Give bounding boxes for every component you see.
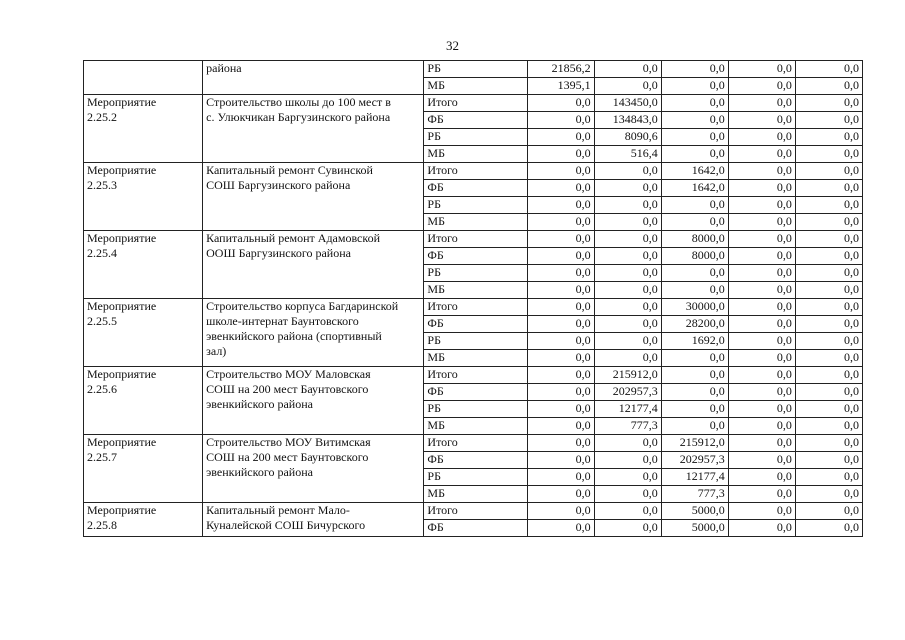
amount-cell: 5000,0 bbox=[661, 520, 728, 537]
amount-cell: 0,0 bbox=[661, 197, 728, 214]
measure-description-cell bbox=[203, 299, 424, 367]
amount-cell: 0,0 bbox=[594, 282, 661, 299]
amount-cell: 0,0 bbox=[594, 520, 661, 537]
funding-source-cell: МБ bbox=[424, 282, 527, 299]
measure-description: Строительство МОУ Маловская СОШ на 200 мест Баунтовского эвенкийского района bbox=[206, 367, 371, 411]
amount-cell: 0,0 bbox=[594, 333, 661, 350]
amount-cell: 0,0 bbox=[728, 333, 795, 350]
amount-cell: 0,0 bbox=[795, 486, 862, 503]
amount-cell: 0,0 bbox=[527, 503, 594, 520]
table-row bbox=[84, 163, 863, 180]
amount-cell: 0,0 bbox=[527, 520, 594, 537]
amount-cell: 0,0 bbox=[728, 146, 795, 163]
amount-cell: 1642,0 bbox=[661, 180, 728, 197]
amount-cell: 0,0 bbox=[795, 452, 862, 469]
amount-cell: 0,0 bbox=[728, 384, 795, 401]
funding-source-cell: Итого bbox=[424, 95, 527, 112]
measure-description-cell bbox=[203, 231, 424, 299]
amount-cell: 0,0 bbox=[728, 503, 795, 520]
amount-cell: 0,0 bbox=[594, 61, 661, 78]
funding-source-cell: МБ bbox=[424, 350, 527, 367]
amount-cell: 0,0 bbox=[728, 299, 795, 316]
amount-cell: 0,0 bbox=[795, 401, 862, 418]
amount-cell: 0,0 bbox=[795, 316, 862, 333]
amount-cell: 28200,0 bbox=[661, 316, 728, 333]
amount-cell: 0,0 bbox=[795, 418, 862, 435]
measure-name-cell bbox=[84, 299, 203, 367]
amount-cell: 0,0 bbox=[527, 146, 594, 163]
amount-cell: 0,0 bbox=[795, 146, 862, 163]
funding-source-cell: Итого bbox=[424, 435, 527, 452]
amount-cell: 0,0 bbox=[728, 282, 795, 299]
amount-cell: 5000,0 bbox=[661, 503, 728, 520]
amount-cell: 0,0 bbox=[661, 146, 728, 163]
measure-description-cell bbox=[203, 61, 424, 95]
amount-cell: 0,0 bbox=[728, 129, 795, 146]
amount-cell: 777,3 bbox=[594, 418, 661, 435]
measure-description: Капитальный ремонт Адамовской ООШ Баргузинского района bbox=[206, 231, 381, 260]
table-row bbox=[84, 231, 863, 248]
measure-name: Мероприятие 2.25.8 bbox=[87, 503, 157, 532]
funding-source-cell: Итого bbox=[424, 299, 527, 316]
funding-source-cell: ФБ bbox=[424, 452, 527, 469]
funding-source-cell: Итого bbox=[424, 163, 527, 180]
measure-description-cell bbox=[203, 435, 424, 503]
amount-cell: 0,0 bbox=[795, 231, 862, 248]
amount-cell: 0,0 bbox=[661, 265, 728, 282]
measure-description: Строительство МОУ Витимская СОШ на 200 мест Баунтовского эвенкийского района bbox=[206, 435, 371, 479]
measure-name-cell bbox=[84, 163, 203, 231]
table-row bbox=[84, 95, 863, 112]
funding-source-cell: МБ bbox=[424, 146, 527, 163]
amount-cell: 8000,0 bbox=[661, 248, 728, 265]
funding-source-cell: МБ bbox=[424, 78, 527, 95]
funding-source-cell: ФБ bbox=[424, 520, 527, 537]
amount-cell: 0,0 bbox=[527, 316, 594, 333]
amount-cell: 21856,2 bbox=[527, 61, 594, 78]
funding-source-cell: МБ bbox=[424, 418, 527, 435]
measure-description-cell bbox=[203, 503, 424, 537]
amount-cell: 0,0 bbox=[594, 214, 661, 231]
amount-cell: 0,0 bbox=[728, 112, 795, 129]
amount-cell: 0,0 bbox=[594, 248, 661, 265]
amount-cell: 0,0 bbox=[795, 95, 862, 112]
amount-cell: 0,0 bbox=[527, 469, 594, 486]
measure-name: Мероприятие 2.25.3 bbox=[87, 163, 157, 192]
amount-cell: 0,0 bbox=[594, 452, 661, 469]
funding-source-cell: РБ bbox=[424, 265, 527, 282]
measure-name: Мероприятие 2.25.2 bbox=[87, 95, 157, 124]
amount-cell: 143450,0 bbox=[594, 95, 661, 112]
measure-description-cell bbox=[203, 367, 424, 435]
amount-cell: 0,0 bbox=[594, 197, 661, 214]
amount-cell: 0,0 bbox=[527, 418, 594, 435]
amount-cell: 0,0 bbox=[728, 435, 795, 452]
amount-cell: 0,0 bbox=[661, 61, 728, 78]
funding-source-cell: ФБ bbox=[424, 180, 527, 197]
table-row bbox=[84, 435, 863, 452]
amount-cell: 0,0 bbox=[728, 197, 795, 214]
measure-description: Капитальный ремонт Мало- Куналейской СОШ Бичурского bbox=[206, 503, 366, 532]
amount-cell: 0,0 bbox=[795, 180, 862, 197]
amount-cell: 30000,0 bbox=[661, 299, 728, 316]
amount-cell: 0,0 bbox=[795, 333, 862, 350]
amount-cell: 0,0 bbox=[594, 78, 661, 95]
amount-cell: 0,0 bbox=[795, 367, 862, 384]
funding-source-cell: ФБ bbox=[424, 384, 527, 401]
amount-cell: 12177,4 bbox=[594, 401, 661, 418]
funding-source-cell: Итого bbox=[424, 503, 527, 520]
amount-cell: 0,0 bbox=[661, 401, 728, 418]
amount-cell: 0,0 bbox=[661, 112, 728, 129]
amount-cell: 0,0 bbox=[728, 265, 795, 282]
funding-source-cell: РБ bbox=[424, 61, 527, 78]
amount-cell: 202957,3 bbox=[594, 384, 661, 401]
measure-name-cell bbox=[84, 61, 203, 95]
amount-cell: 8090,6 bbox=[594, 129, 661, 146]
amount-cell: 0,0 bbox=[661, 282, 728, 299]
amount-cell: 0,0 bbox=[795, 61, 862, 78]
funding-source-cell: МБ bbox=[424, 486, 527, 503]
budget-table bbox=[83, 60, 863, 537]
amount-cell: 0,0 bbox=[661, 384, 728, 401]
measure-description: Строительство корпуса Багдаринской школе-интернат Баунтовского эвенкийского района (спортивный зал) bbox=[206, 299, 399, 358]
amount-cell: 516,4 bbox=[594, 146, 661, 163]
amount-cell: 0,0 bbox=[527, 367, 594, 384]
amount-cell: 0,0 bbox=[527, 265, 594, 282]
amount-cell: 0,0 bbox=[594, 503, 661, 520]
amount-cell: 0,0 bbox=[527, 452, 594, 469]
page-number: 32 bbox=[446, 38, 459, 53]
amount-cell: 0,0 bbox=[527, 214, 594, 231]
amount-cell: 0,0 bbox=[728, 401, 795, 418]
measure-name-cell bbox=[84, 503, 203, 537]
amount-cell: 0,0 bbox=[728, 418, 795, 435]
amount-cell: 0,0 bbox=[594, 231, 661, 248]
amount-cell: 0,0 bbox=[594, 180, 661, 197]
amount-cell: 0,0 bbox=[795, 350, 862, 367]
funding-source-cell: ФБ bbox=[424, 248, 527, 265]
amount-cell: 0,0 bbox=[795, 163, 862, 180]
amount-cell: 0,0 bbox=[728, 214, 795, 231]
amount-cell: 0,0 bbox=[795, 469, 862, 486]
funding-source-cell: Итого bbox=[424, 367, 527, 384]
amount-cell: 0,0 bbox=[661, 350, 728, 367]
funding-source-cell: ФБ bbox=[424, 316, 527, 333]
amount-cell: 0,0 bbox=[594, 163, 661, 180]
funding-source-cell: РБ bbox=[424, 197, 527, 214]
amount-cell: 0,0 bbox=[728, 486, 795, 503]
amount-cell: 0,0 bbox=[527, 333, 594, 350]
amount-cell: 0,0 bbox=[728, 180, 795, 197]
amount-cell: 0,0 bbox=[527, 95, 594, 112]
measure-description-cell bbox=[203, 163, 424, 231]
amount-cell: 0,0 bbox=[795, 503, 862, 520]
amount-cell: 0,0 bbox=[527, 248, 594, 265]
amount-cell: 0,0 bbox=[527, 299, 594, 316]
table-row bbox=[84, 367, 863, 384]
amount-cell: 0,0 bbox=[527, 129, 594, 146]
amount-cell: 0,0 bbox=[527, 197, 594, 214]
measure-name: Мероприятие 2.25.7 bbox=[87, 435, 157, 464]
amount-cell: 0,0 bbox=[795, 78, 862, 95]
amount-cell: 0,0 bbox=[527, 180, 594, 197]
funding-source-cell: РБ bbox=[424, 333, 527, 350]
amount-cell: 0,0 bbox=[594, 299, 661, 316]
amount-cell: 0,0 bbox=[527, 401, 594, 418]
amount-cell: 0,0 bbox=[795, 214, 862, 231]
amount-cell: 0,0 bbox=[594, 316, 661, 333]
funding-source-cell: МБ bbox=[424, 214, 527, 231]
measure-description-cell bbox=[203, 95, 424, 163]
amount-cell: 8000,0 bbox=[661, 231, 728, 248]
amount-cell: 0,0 bbox=[728, 367, 795, 384]
amount-cell: 0,0 bbox=[594, 486, 661, 503]
amount-cell: 0,0 bbox=[728, 95, 795, 112]
amount-cell: 0,0 bbox=[728, 231, 795, 248]
amount-cell: 0,0 bbox=[728, 248, 795, 265]
amount-cell: 1642,0 bbox=[661, 163, 728, 180]
amount-cell: 0,0 bbox=[594, 435, 661, 452]
measure-name-cell bbox=[84, 367, 203, 435]
amount-cell: 202957,3 bbox=[661, 452, 728, 469]
amount-cell: 134843,0 bbox=[594, 112, 661, 129]
amount-cell: 215912,0 bbox=[661, 435, 728, 452]
amount-cell: 0,0 bbox=[594, 265, 661, 282]
amount-cell: 12177,4 bbox=[661, 469, 728, 486]
amount-cell: 0,0 bbox=[795, 299, 862, 316]
amount-cell: 777,3 bbox=[661, 486, 728, 503]
amount-cell: 0,0 bbox=[795, 265, 862, 282]
amount-cell: 0,0 bbox=[795, 520, 862, 537]
amount-cell: 0,0 bbox=[795, 435, 862, 452]
measure-name: Мероприятие 2.25.4 bbox=[87, 231, 157, 260]
funding-source-cell: Итого bbox=[424, 231, 527, 248]
amount-cell: 0,0 bbox=[728, 61, 795, 78]
amount-cell: 0,0 bbox=[795, 112, 862, 129]
amount-cell: 0,0 bbox=[795, 197, 862, 214]
amount-cell: 0,0 bbox=[527, 435, 594, 452]
amount-cell: 0,0 bbox=[661, 95, 728, 112]
measure-name: Мероприятие 2.25.6 bbox=[87, 367, 157, 396]
amount-cell: 0,0 bbox=[527, 350, 594, 367]
funding-source-cell: РБ bbox=[424, 469, 527, 486]
amount-cell: 0,0 bbox=[527, 163, 594, 180]
measure-description: Строительство школы до 100 мест в с. Улюкчикан Баргузинского района bbox=[206, 95, 391, 124]
amount-cell: 0,0 bbox=[728, 316, 795, 333]
amount-cell: 0,0 bbox=[661, 78, 728, 95]
table-row bbox=[84, 299, 863, 316]
amount-cell: 0,0 bbox=[661, 367, 728, 384]
amount-cell: 0,0 bbox=[795, 384, 862, 401]
amount-cell: 0,0 bbox=[795, 129, 862, 146]
funding-source-cell: РБ bbox=[424, 401, 527, 418]
amount-cell: 0,0 bbox=[795, 248, 862, 265]
measure-description: Капитальный ремонт Сувинской СОШ Баргузинского района bbox=[206, 163, 373, 192]
amount-cell: 0,0 bbox=[527, 231, 594, 248]
amount-cell: 0,0 bbox=[661, 129, 728, 146]
amount-cell: 0,0 bbox=[728, 350, 795, 367]
amount-cell: 0,0 bbox=[728, 163, 795, 180]
measure-name-cell bbox=[84, 231, 203, 299]
amount-cell: 0,0 bbox=[661, 214, 728, 231]
amount-cell: 0,0 bbox=[728, 78, 795, 95]
amount-cell: 1692,0 bbox=[661, 333, 728, 350]
budget-table-body bbox=[84, 61, 863, 537]
measure-name: Мероприятие 2.25.5 bbox=[87, 299, 157, 328]
amount-cell: 0,0 bbox=[661, 418, 728, 435]
funding-source-cell: РБ bbox=[424, 129, 527, 146]
amount-cell: 0,0 bbox=[594, 469, 661, 486]
measure-name-cell bbox=[84, 95, 203, 163]
table-row bbox=[84, 503, 863, 520]
amount-cell: 0,0 bbox=[594, 350, 661, 367]
amount-cell: 215912,0 bbox=[594, 367, 661, 384]
amount-cell: 0,0 bbox=[728, 452, 795, 469]
amount-cell: 0,0 bbox=[728, 469, 795, 486]
amount-cell: 0,0 bbox=[728, 520, 795, 537]
amount-cell: 0,0 bbox=[795, 282, 862, 299]
amount-cell: 1395,1 bbox=[527, 78, 594, 95]
measure-name-cell bbox=[84, 435, 203, 503]
amount-cell: 0,0 bbox=[527, 486, 594, 503]
amount-cell: 0,0 bbox=[527, 282, 594, 299]
table-row bbox=[84, 61, 863, 78]
amount-cell: 0,0 bbox=[527, 384, 594, 401]
funding-source-cell: ФБ bbox=[424, 112, 527, 129]
measure-description: района bbox=[206, 61, 242, 75]
amount-cell: 0,0 bbox=[527, 112, 594, 129]
